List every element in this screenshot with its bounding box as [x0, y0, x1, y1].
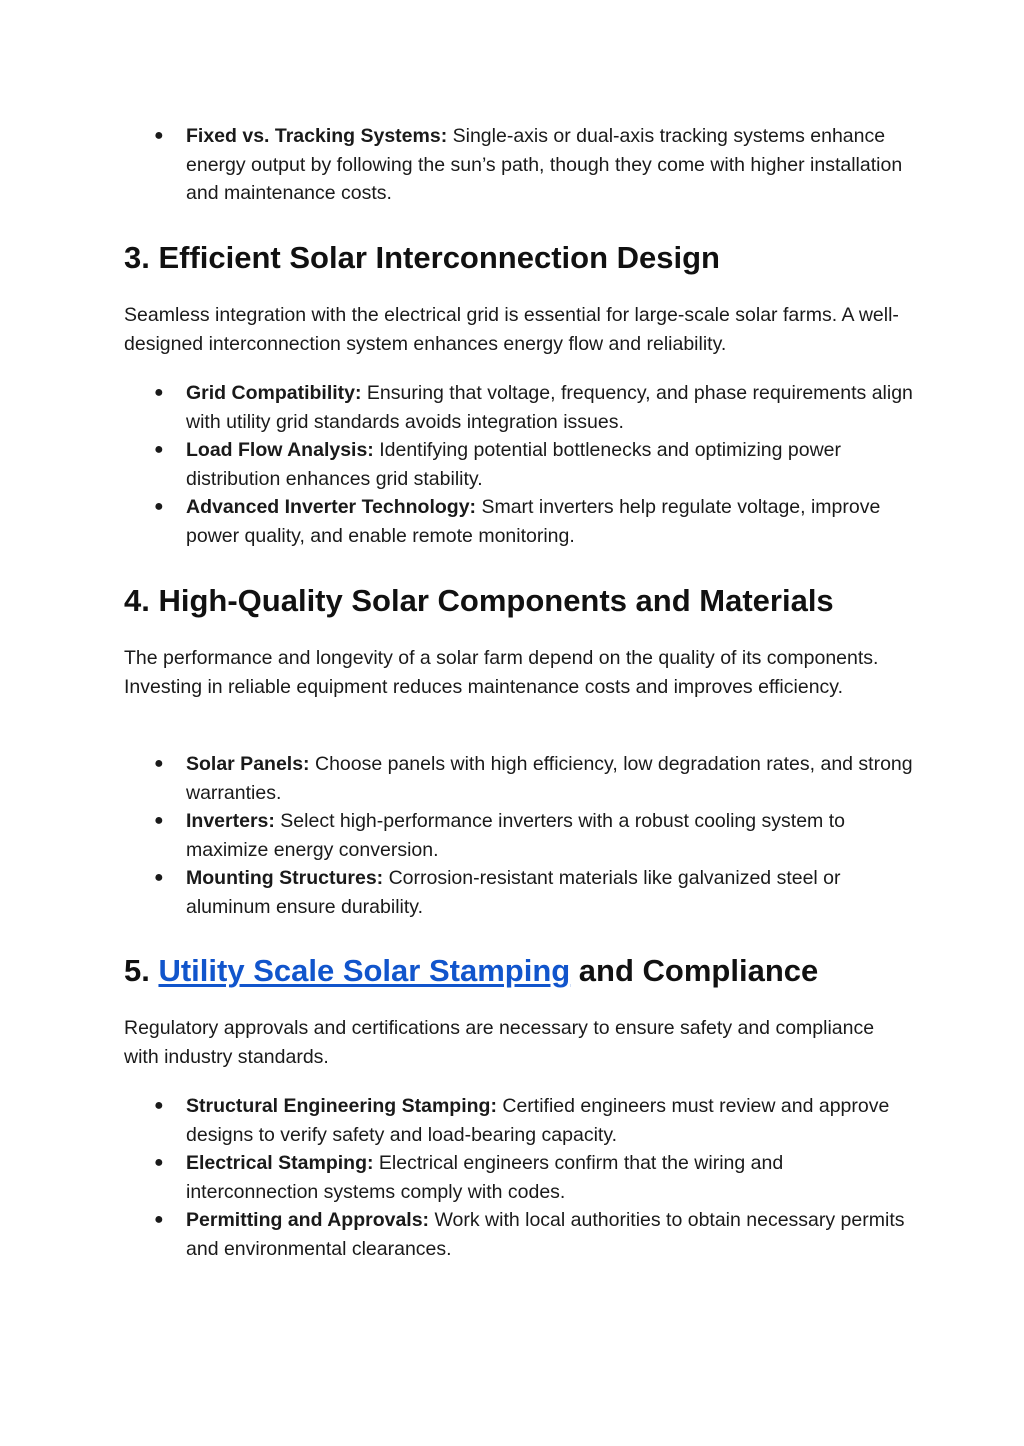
bullet-icon: ● [154, 755, 164, 772]
list-item-term: Mounting Structures: [186, 867, 384, 890]
section-heading-suffix: and Compliance [570, 953, 819, 988]
list-item-text: Single-axis or dual-axis tracking systems enhance energy output by following the sun’s path, though they come with higher installation and maintenance costs. [186, 125, 903, 205]
list-item-term: Advanced Inverter Technology: [186, 496, 477, 519]
list-item-text: Electrical engineers confirm that the wiring and interconnection systems comply with codes. [186, 1152, 784, 1203]
intro-list-block [124, 122, 914, 208]
section-paragraph: The performance and longevity of a solar farm depend on the quality of its components. Investing in reliable equipment reduces maintenance costs and improves efficiency. [124, 647, 879, 698]
section-3-list-block [124, 379, 914, 551]
bullet-icon: ● [154, 1154, 164, 1172]
section-3-list [124, 379, 914, 551]
list-item-term: Solar Panels: [186, 753, 310, 775]
list-item [124, 1149, 914, 1206]
bullet-icon: ● [154, 812, 164, 830]
list-item-text: Select high-performance inverters with a robust cooling system to maximize energy conversion. [186, 810, 845, 861]
bullet-icon: ● [154, 869, 164, 887]
section-5-list-block [124, 1092, 914, 1264]
bullet-icon: ● [154, 384, 164, 401]
list-item [124, 122, 914, 208]
list-item [124, 864, 914, 921]
section-heading [124, 951, 914, 991]
section-3-paragraph-block [124, 301, 914, 358]
bullet-icon: ● [154, 1097, 164, 1114]
list-item [124, 493, 914, 550]
list-item-term: Structural Engineering Stamping: [186, 1095, 497, 1117]
utility-scale-solar-stamping-link[interactable]: Utility Scale Solar Stamping [158, 953, 571, 988]
list-item-text: Work with local authorities to obtain necessary permits and environmental clearances. [186, 1209, 905, 1260]
bullet-icon: ● [154, 1211, 164, 1229]
section-paragraph: Regulatory approvals and certifications are necessary to ensure safety and compliance with industry standards. [124, 1017, 875, 1068]
list-item-text: Identifying potential bottlenecks and optimizing power distribution enhances grid stability. [186, 439, 842, 490]
list-item-text: Smart inverters help regulate voltage, improve power quality, and enable remote monitoring. [186, 496, 881, 547]
section-3 [124, 238, 914, 278]
bullet-icon: ● [154, 498, 164, 516]
section-heading-prefix: 5. [124, 953, 159, 988]
section-4-list-block [124, 750, 914, 922]
bullet-icon: ● [154, 441, 164, 459]
section-4-list [124, 750, 914, 922]
list-item [124, 436, 914, 493]
section-5-paragraph-block [124, 1014, 914, 1071]
section-heading: 4. High-Quality Solar Components and Materials [124, 583, 834, 618]
list-item [124, 807, 914, 864]
section-4 [124, 581, 914, 621]
list-item-term: Permitting and Approvals: [186, 1209, 430, 1232]
list-item [124, 1092, 914, 1149]
list-item-text: Choose panels with high efficiency, low degradation rates, and strong warranties. [186, 753, 913, 804]
list-item-term: Fixed vs. Tracking Systems: [186, 125, 448, 147]
section-heading: 3. Efficient Solar Interconnection Design [124, 240, 720, 275]
section-4-paragraph-block [124, 644, 914, 701]
list-item-term: Grid Compatibility: [186, 382, 362, 404]
list-item-text: Ensuring that voltage, frequency, and phase requirements align with utility grid standards avoids integration issues. [186, 382, 913, 433]
section-5-list [124, 1092, 914, 1264]
list-item [124, 379, 914, 436]
list-item [124, 1206, 914, 1263]
list-item [124, 750, 914, 807]
list-item-term: Load Flow Analysis: [186, 439, 374, 462]
list-item-text: Corrosion-resistant materials like galvanized steel or aluminum ensure durability. [186, 867, 841, 918]
list-item-text: Certified engineers must review and approve designs to verify safety and load-bearing capacity. [186, 1095, 890, 1146]
list-item-term: Inverters: [186, 810, 275, 833]
list-item-term: Electrical Stamping: [186, 1152, 374, 1175]
bullet-icon: ● [154, 127, 164, 144]
section-paragraph: Seamless integration with the electrical grid is essential for large-scale solar farms. A well-designed interconnection system enhances energy flow and reliability. [124, 304, 899, 355]
intro-list [124, 122, 914, 208]
section-5 [124, 951, 914, 991]
